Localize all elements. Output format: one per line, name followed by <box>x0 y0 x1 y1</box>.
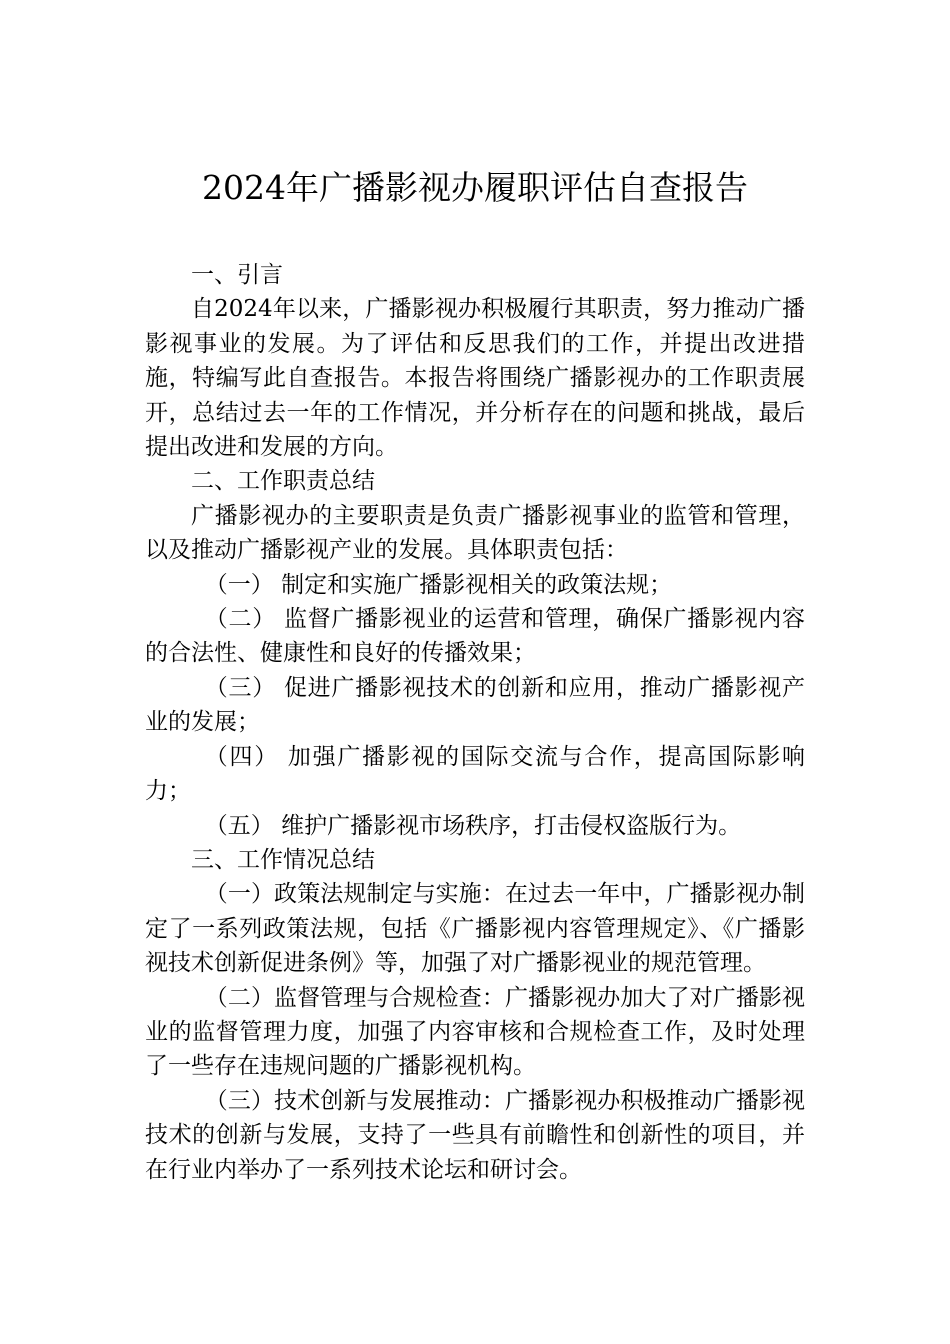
document-body <box>145 258 805 1187</box>
work-item-2: （二）监督管理与合规检查：广播影视办加大了对广播影视业的监督管理力度，加强了内容审核和合规检查工作，及时处理了一些存在违规问题的广播影视机构。 <box>145 984 805 1080</box>
duty-item-1: （一） 制定和实施广播影视相关的政策法规； <box>204 571 673 598</box>
section-heading-introduction: 一、引言 <box>191 262 283 288</box>
paragraph-introduction: 自2024年以来，广播影视办积极履行其职责，努力推动广播影视事业的发展。为了评估和反思我们的工作，并提出改进措施，特编写此自查报告。本报告将围绕广播影视办的工作职责展开，总结过去一年的工作情况，并分析存在的问题和挑战，最后提出改进和发展的方向。 <box>145 296 805 461</box>
duty-item-4: （四） 加强广播影视的国际交流与合作，提高国际影响力； <box>145 743 805 805</box>
duty-item-5: （五） 维护广播影视市场秩序，打击侵权盗版行为。 <box>204 812 742 839</box>
section-heading-duties-summary: 二、工作职责总结 <box>191 468 375 495</box>
document-title: 2024年广播影视办履职评估自查报告 <box>202 168 748 207</box>
duty-item-2: （二） 监督广播影视业的运营和管理，确保广播影视内容的合法性、健康性和良好的传播效果； <box>145 606 805 667</box>
work-item-1: （一）政策法规制定与实施：在过去一年中，广播影视办制定了一系列政策法规，包括《广播影视内容管理规定》、《广播影视技术创新促进条例》等，加强了对广播影视业的规范管理。 <box>145 881 805 977</box>
duty-item-3: （三） 促进广播影视技术的创新和应用，推动广播影视产业的发展； <box>145 674 805 736</box>
work-item-3: （三）技术创新与发展推动：广播影视办积极推动广播影视技术的创新与发展，支持了一些具有前瞻性和创新性的项目，并在行业内举办了一系列技术论坛和研讨会。 <box>145 1087 805 1183</box>
paragraph-duties-overview: 广播影视办的主要职责是负责广播影视事业的监管和管理，以及推动广播影视产业的发展。具体职责包括： <box>145 502 805 564</box>
section-heading-work-summary: 三、工作情况总结 <box>191 846 375 873</box>
